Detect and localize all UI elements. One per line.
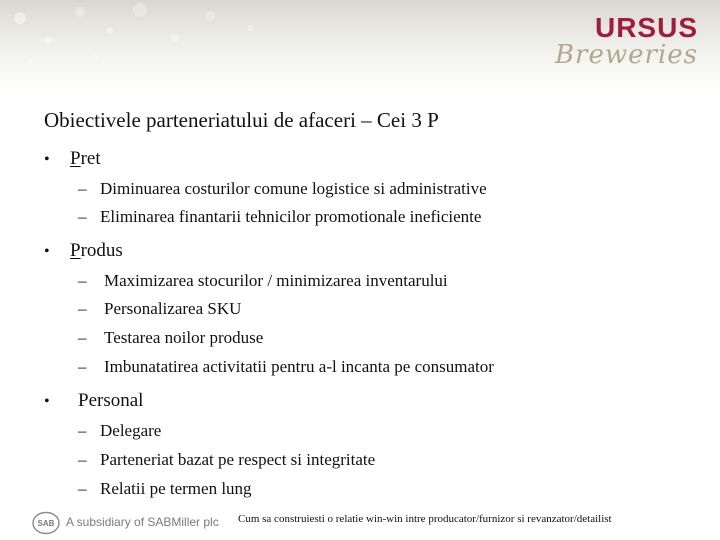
section-produs: [44, 240, 123, 262]
footer: [0, 505, 720, 540]
sab-logo-text: SAB: [37, 519, 55, 528]
section-pret: [44, 148, 101, 170]
logo-wordmark-ursus: URSUS: [594, 12, 698, 43]
bullet-icon: •: [44, 393, 50, 410]
dash-icon: –: [78, 421, 87, 440]
dash-icon: –: [78, 179, 87, 198]
list-item-text: Imbunatatirea activitatii pentru a-l incanta pe consumator: [104, 357, 494, 376]
section-personal: [44, 390, 143, 412]
bullet-icon: •: [44, 151, 50, 168]
water-droplets-decoration: [0, 0, 300, 95]
section-label: Personal: [78, 390, 144, 411]
sabmiller-logo-icon: [32, 511, 60, 535]
list-item: [78, 479, 252, 499]
slide-title: Obiectivele parteneriatului de afaceri – Cei 3 P: [44, 108, 439, 132]
ursus-breweries-logo: [554, 12, 698, 76]
dash-icon: –: [78, 299, 87, 318]
list-item: [78, 179, 487, 199]
dash-icon: –: [78, 271, 87, 290]
list-item: [78, 328, 263, 348]
dash-icon: –: [78, 357, 87, 376]
list-item-text: Eliminarea finantarii tehnicilor promotionale ineficiente: [100, 207, 482, 226]
dash-icon: –: [78, 207, 87, 226]
list-item: [78, 207, 481, 227]
list-item: [78, 421, 161, 441]
footer-note: Cum sa construiesti o relatie win-win intre producator/furnizor si revanzator/detailist: [238, 513, 612, 525]
section-label: Produs: [70, 240, 123, 261]
dash-icon: –: [78, 450, 87, 469]
dash-icon: –: [78, 479, 87, 498]
list-item-text: Diminuarea costurilor comune logistice si administrative: [100, 179, 487, 198]
section-label: Pret: [70, 148, 101, 169]
list-item-text: Maximizarea stocurilor / minimizarea inventarului: [104, 271, 448, 290]
list-item-text: Delegare: [100, 421, 162, 440]
list-item-text: Parteneriat bazat pe respect si integritate: [100, 450, 376, 469]
list-item-text: Testarea noilor produse: [104, 328, 264, 347]
subsidiary-text: A subsidiary of SABMiller plc: [66, 515, 219, 529]
list-item: [78, 299, 241, 319]
list-item-text: Personalizarea SKU: [104, 299, 242, 318]
dash-icon: –: [78, 328, 87, 347]
list-item: [78, 450, 375, 470]
list-item: [78, 271, 448, 291]
list-item-text: Relatii pe termen lung: [100, 479, 252, 498]
logo-wordmark-breweries: Breweries: [554, 40, 698, 70]
bullet-icon: •: [44, 243, 50, 260]
list-item: [78, 357, 494, 377]
